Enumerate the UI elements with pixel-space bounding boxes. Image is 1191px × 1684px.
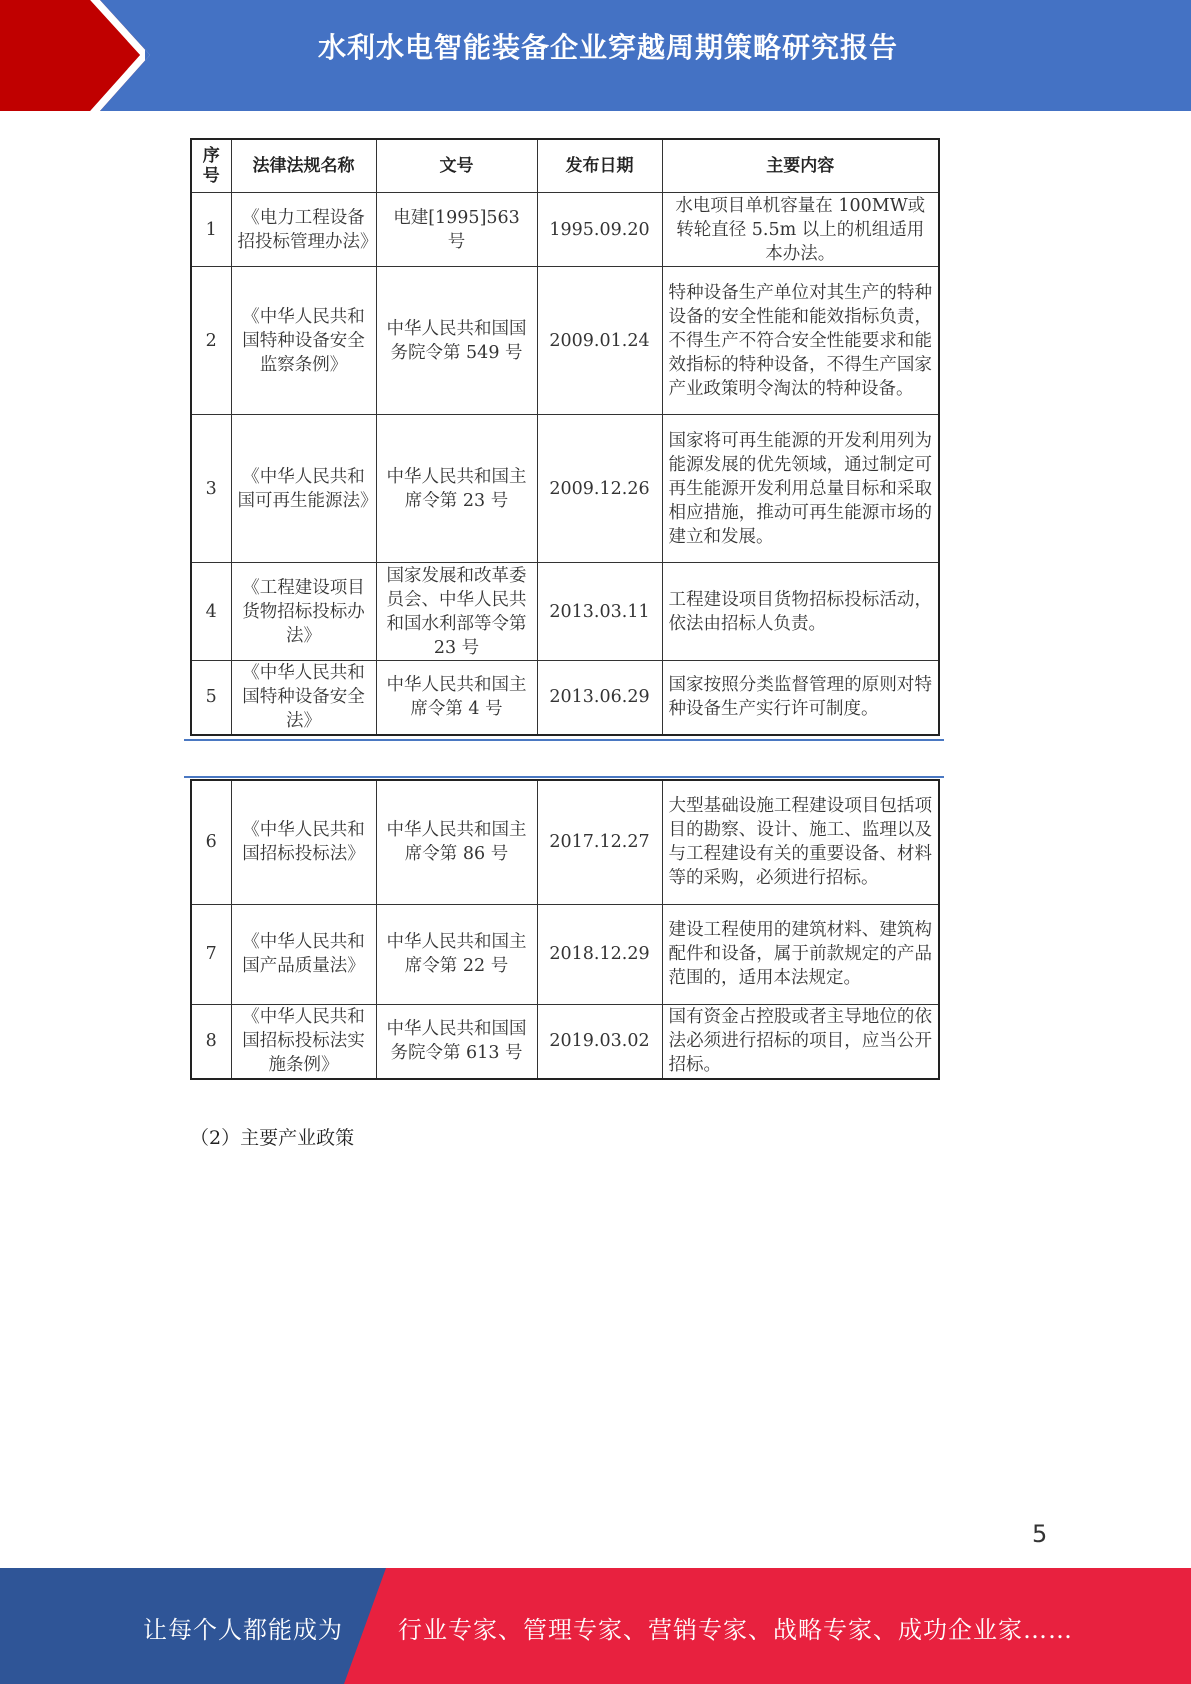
cell-doc: 中华人民共和国国务院令第 613 号 bbox=[376, 1004, 537, 1079]
table-row bbox=[191, 563, 939, 661]
cell-name: 《中华人民共和国特种设备安全监察条例》 bbox=[231, 267, 376, 415]
cell-no: 6 bbox=[191, 780, 231, 904]
cell-content: 国家将可再生能源的开发利用列为能源发展的优先领域，通过制定可再生能源开发利用总量目标和采取相应措施，推动可再生能源市场的建立和发展。 bbox=[662, 415, 939, 563]
cell-doc: 国家发展和改革委员会、中华人民共和国水利部等令第 23 号 bbox=[376, 563, 537, 661]
cell-content: 建设工程使用的建筑材料、建筑构配件和设备，属于前款规定的产品范围的，适用本法规定。 bbox=[662, 904, 939, 1004]
header-date: 发布日期 bbox=[537, 139, 662, 193]
table-row bbox=[191, 193, 939, 267]
header-name: 法律法规名称 bbox=[231, 139, 376, 193]
page-title: 水利水电智能装备企业穿越周期策略研究报告 bbox=[317, 31, 898, 64]
laws-table-part-1 bbox=[190, 138, 940, 736]
cell-date: 2009.12.26 bbox=[537, 415, 662, 563]
cell-content: 大型基础设施工程建设项目包括项目的勘察、设计、施工、监理以及与工程建设有关的重要设备、材料等的采购，必须进行招标。 bbox=[662, 780, 939, 904]
header-no: 序号 bbox=[191, 139, 231, 193]
cell-name: 《工程建设项目货物招标投标办法》 bbox=[231, 563, 376, 661]
cell-name: 《中华人民共和国产品质量法》 bbox=[231, 904, 376, 1004]
laws-table-part-2 bbox=[190, 779, 940, 1080]
page-break-line bbox=[184, 739, 944, 741]
cell-name: 《中华人民共和国招标投标法》 bbox=[231, 780, 376, 904]
cell-date: 2013.06.29 bbox=[537, 661, 662, 735]
cell-no: 3 bbox=[191, 415, 231, 563]
cell-content: 特种设备生产单位对其生产的特种设备的安全性能和能效指标负责，不得生产不符合安全性能要求和能效指标的特种设备，不得生产国家产业政策明令淘汰的特种设备。 bbox=[662, 267, 939, 415]
header-content: 主要内容 bbox=[662, 139, 939, 193]
table-row bbox=[191, 267, 939, 415]
cell-doc: 中华人民共和国主席令第 4 号 bbox=[376, 661, 537, 735]
footer-slogan-left: 让每个人都能成为 bbox=[143, 1616, 343, 1644]
section-subheading: （2）主要产业政策 bbox=[190, 1127, 355, 1149]
table-row bbox=[191, 661, 939, 735]
header-doc: 文号 bbox=[376, 139, 537, 193]
footer-slogan-right: 行业专家、管理专家、营销专家、战略专家、成功企业家…… bbox=[398, 1616, 1073, 1644]
cell-no: 1 bbox=[191, 193, 231, 267]
cell-name: 《中华人民共和国招标投标法实施条例》 bbox=[231, 1004, 376, 1079]
cell-date: 2013.03.11 bbox=[537, 563, 662, 661]
footer-banner bbox=[0, 1568, 1191, 1684]
cell-content: 国有资金占控股或者主导地位的依法必须进行招标的项目，应当公开招标。 bbox=[662, 1004, 939, 1079]
cell-date: 1995.09.20 bbox=[537, 193, 662, 267]
cell-name: 《电力工程设备招投标管理办法》 bbox=[231, 193, 376, 267]
page-number: 5 bbox=[1032, 1520, 1048, 1548]
cell-doc: 中华人民共和国主席令第 23 号 bbox=[376, 415, 537, 563]
cell-content: 工程建设项目货物招标投标活动，依法由招标人负责。 bbox=[662, 563, 939, 661]
cell-date: 2009.01.24 bbox=[537, 267, 662, 415]
cell-no: 2 bbox=[191, 267, 231, 415]
cell-content: 水电项目单机容量在 100MW或转轮直径 5.5m 以上的机组适用本办法。 bbox=[662, 193, 939, 267]
cell-doc: 电建[1995]563 号 bbox=[376, 193, 537, 267]
cell-date: 2018.12.29 bbox=[537, 904, 662, 1004]
table-row bbox=[191, 415, 939, 563]
cell-date: 2017.12.27 bbox=[537, 780, 662, 904]
cell-no: 7 bbox=[191, 904, 231, 1004]
cell-no: 4 bbox=[191, 563, 231, 661]
table-row bbox=[191, 1004, 939, 1079]
cell-doc: 中华人民共和国主席令第 86 号 bbox=[376, 780, 537, 904]
header-banner bbox=[0, 0, 1191, 111]
cell-no: 5 bbox=[191, 661, 231, 735]
cell-name: 《中华人民共和国可再生能源法》 bbox=[231, 415, 376, 563]
table-row bbox=[191, 904, 939, 1004]
cell-date: 2019.03.02 bbox=[537, 1004, 662, 1079]
page-break-line bbox=[184, 776, 944, 778]
cell-doc: 中华人民共和国主席令第 22 号 bbox=[376, 904, 537, 1004]
cell-name: 《中华人民共和国特种设备安全法》 bbox=[231, 661, 376, 735]
cell-no: 8 bbox=[191, 1004, 231, 1079]
cell-doc: 中华人民共和国国务院令第 549 号 bbox=[376, 267, 537, 415]
table-row bbox=[191, 780, 939, 904]
cell-content: 国家按照分类监督管理的原则对特种设备生产实行许可制度。 bbox=[662, 661, 939, 735]
table-header-row bbox=[191, 139, 939, 193]
